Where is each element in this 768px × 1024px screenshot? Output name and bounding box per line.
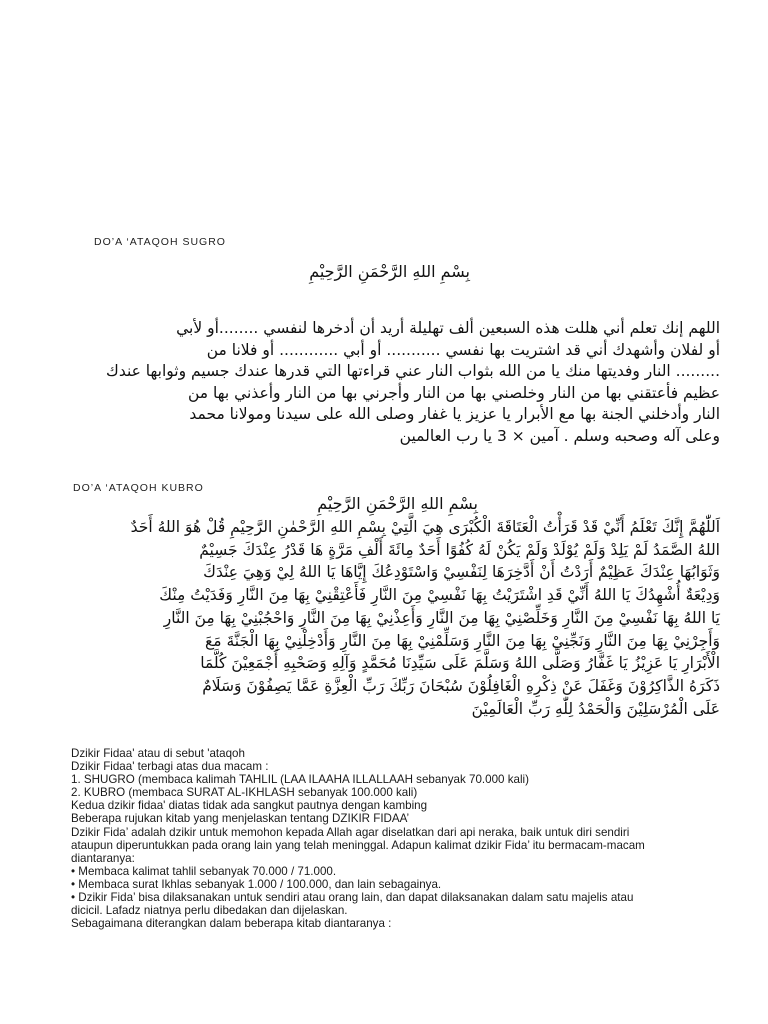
notes-line: Dzikir Fidaa' terbagi atas dua macam : bbox=[71, 760, 269, 774]
kubro-line: الْأَبْرَارِ يَا عَزِيْزُ يَا غَفَّارُ وَصَلَّى اللهُ وَسَلَّمَ عَلَى سَيِّدِنَا مُحَمَّدٍ وَآلِهِ وَصَحْبِهِ أَجْمَعِيْنَ كُلَّمَا bbox=[200, 654, 720, 673]
notes-line: 2. KUBRO (membaca SURAT AL-IKHLASH sebanyak 100.000 kali) bbox=[71, 786, 418, 800]
notes-line: dicicil. Lafadz niatnya perlu dibedakan dan dijelaskan. bbox=[71, 904, 348, 918]
sugro-line: النار وأدخلني الجنة بها مع الأبرار يا عزيز يا غفار وصلى الله على سيدنا ومولانا محمد bbox=[189, 405, 720, 424]
kubro-line: وَأَجِرْنِيْ بِهَا مِنَ النَّارِ وَنَجِّنِيْ بِهَا مِنَ النَّارِ وَسَلِّمْنِيْ بِهَا مِنَ النَّارِ وَأَدْخِلْنِيْ بِهَا الْجَنَّةَ مَعَ bbox=[205, 631, 720, 650]
sugro-heading: DO’A ‘ATAQOH SUGRO bbox=[94, 236, 226, 248]
sugro-prayer-text bbox=[106, 318, 720, 448]
sugro-line: وعلى آله وصحبه وسلم . آمين × 3 يا رب العالمين bbox=[399, 426, 720, 445]
sugro-line: أو لفلان وأشهدك أني قد اشتريت بها نفسي ........... أو أبي ............ أو فلانا من bbox=[206, 340, 720, 359]
sugro-line: اللهم إنك تعلم أني هللت هذه السبعين ألف تهليلة أريد أن أدخرها لنفسي ........أو لأبي bbox=[176, 319, 720, 337]
notes-line: Beberapa rujukan kitab yang menjelaskan tentang DZIKIR FIDAA’ bbox=[71, 812, 410, 826]
kubro-line: وَثَوَابُهَا عِنْدَكَ عَظِيْمٌ أَرَدْتُ أَنْ أَدَّخِرَهَا لِنَفْسِيْ وَاسْتَوْدِعُكَ إِيَّاهَا يَا اللهُ لِيْ وَهِيَ عِنْدَكَ bbox=[203, 563, 720, 582]
kubro-line: وَدِيْعَةٌ أُشْهِدُكَ يَا اللهُ أَنِّيْ قَدِ اشْتَرَيْتُ بِهَا نَفْسِيْ مِنَ النَّارِ فَأَعْتِقْنِيْ بِهَا مِنَ النَّارِ وَفَدَيْتُ مِنْكَ bbox=[159, 586, 720, 605]
kubro-line: عَلَى الْمُرْسَلِيْنَ وَالْحَمْدُ لِلّٰهِ رَبِّ الْعَالَمِيْنَ bbox=[471, 699, 720, 718]
sugro-basmalah: بِسْمِ اللهِ الرَّحْمَنِ الرَّحِيْمِ bbox=[309, 262, 470, 281]
sugro-line: ......... النار وفديتها منك يا من الله بثواب النار عني قراءتها التي قدرها عندك جسيم وثوابها عندك bbox=[106, 362, 720, 381]
kubro-line: اَللّٰهُمَّ إِنَّكَ تَعْلَمُ أَنِّيْ قَدْ قَرَأْتُ الْعَتَاقَةَ الْكُبْرَى هِيَ الَّتِيْ بِسْمِ اللهِ الرَّحْمٰنِ الرَّحِيْمِ قُلْ هُوَ اللهُ أَحَدٌ bbox=[130, 518, 720, 536]
notes-line: diantaranya: bbox=[71, 851, 135, 865]
notes-line: Dzikir Fidaa' atau di sebut 'ataqoh bbox=[71, 747, 245, 760]
notes-line: 1. SHUGRO (membaca kalimah TAHLIL (LAA ILAAHA ILLALLAAH sebanyak 70.000 kali) bbox=[71, 773, 529, 787]
notes-line: Sebagaimana diterangkan dalam beberapa kitab diantaranya : bbox=[71, 917, 392, 931]
notes-line: Dzikir Fida’ adalah dzikir untuk memohon kepada Allah agar diselatkan dari api neraka, baik untuk diri sendiri bbox=[71, 825, 630, 839]
kubro-heading: DO’A ‘ATAQOH KUBRO bbox=[73, 482, 204, 494]
kubro-line: ذَكَرَهُ الذَّاكِرُوْنَ وَغَفَلَ عَنْ ذِكْرِهِ الْغَافِلُوْنَ سُبْحَانَ رَبِّكَ رَبِّ الْعِزَّةِ عَمَّا يَصِفُوْنَ وَسَلَامٌ bbox=[202, 676, 720, 695]
kubro-line: اللهُ الصَّمَدُ لَمْ يَلِدْ وَلَمْ يُوْلَدْ وَلَمْ يَكُنْ لَهُ كُفُوًا أَحَدٌ مِائَةَ أَلْفِ مَرَّةٍ هَا قَدْرُ عِنْدَكَ جَسِيْمٌ bbox=[199, 540, 720, 559]
kubro-line: يَا اللهُ بِهَا نَفْسِيْ مِنَ النَّارِ وَخَلِّصْنِيْ بِهَا مِنَ النَّارِ وَأَعِذْنِيْ بِهَا مِنَ النَّارِ وَاحْجُبْنِيْ بِهَا مِنَ النَّارِ bbox=[163, 608, 720, 627]
notes-line: • Dzikir Fida’ bisa dilaksanakan untuk sendiri atau orang lain, dan dapat dilaksanakan dalam satu majelis atau bbox=[71, 891, 634, 905]
notes-line: Kedua dzikir fidaa' diatas tidak ada sangkut pautnya dengan kambing bbox=[71, 799, 428, 813]
notes-line: ataupun diperuntukkan pada orang lain yang telah meninggal. Adapun kalimat dzikir Fida’ itu bermacam-macam bbox=[71, 838, 645, 852]
explanation-notes bbox=[71, 747, 761, 930]
notes-line: • Membaca surat Ikhlas sebanyak 1.000 / 100.000, dan lain sebagainya. bbox=[71, 877, 442, 891]
kubro-basmalah: بِسْمِ اللهِ الرَّحْمَنِ الرَّحِيْمِ bbox=[317, 494, 478, 513]
sugro-line: عظيم فأعتقني بها من النار وخلصني بها من النار وأجرني بها من النار وأعذني بها من bbox=[187, 383, 720, 402]
kubro-prayer-text bbox=[131, 516, 720, 720]
notes-line: • Membaca kalimat tahlil sebanyak 70.000 / 71.000. bbox=[71, 864, 337, 878]
